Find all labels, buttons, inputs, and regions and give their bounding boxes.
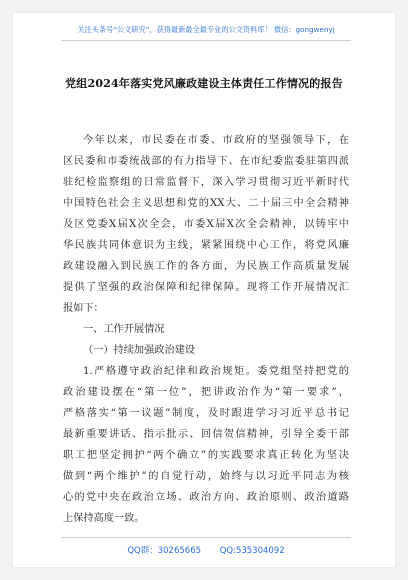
body-line: 报如下：: [63, 303, 104, 314]
body-line: 最新重要讲话、指示批示、回信贺信精神，引导全委干部: [63, 429, 349, 440]
body-line: 华民族共同体意识为主线，紧紧围绕中心工作，将党风廉: [63, 240, 349, 251]
qq-contact-label: QQ:535304092: [219, 546, 285, 556]
body-line: 政建设融入到民族工作的各方面，为民族工作高质量发展: [63, 261, 349, 272]
section-heading: 一、工作开展情况: [83, 324, 165, 335]
body-line: 严格落实“第一议题”制度，及时跟进学习习近平总书记: [63, 408, 349, 419]
body-line: 上保持高度一致。: [63, 513, 145, 524]
body-line: 中国特色社会主义思想和党的XX大、二十届三中全会精神: [63, 198, 349, 209]
body-line: 今年以来，市民委在市委、市政府的坚强领导下，在: [83, 135, 349, 146]
body-line: 及区党委X届X次全会，市委X届X次全会精神，以铸牢中: [63, 219, 349, 230]
document-page: [13, 13, 395, 567]
body-line: 驻纪检监察组的日常监督下，深入学习贯彻习近平新时代: [63, 177, 349, 188]
body-line: 心的党中央在政治立场、政治方向、政治原则、政治道路: [63, 492, 349, 503]
body-line: 区民委和市委统战部的有力指导下、在市纪委监委驻第四派: [63, 156, 349, 167]
body-line: 做到“两个维护”的自觉行动，始终与以习近平同志为核: [63, 471, 349, 482]
promo-footer: [61, 537, 351, 556]
document-title: 党组2024年落实党风廉政建设主体责任工作情况的报告: [65, 77, 343, 90]
qq-group-label: QQ群：30265665: [127, 546, 202, 556]
document-body: [63, 130, 349, 529]
body-line: 职工把坚定拥护“两个确立”的实践要求真正转化为坚决: [63, 450, 349, 461]
promo-header: 关注头条号“公文研究”，获得最新最全最专业的公文资料库！ 微信：gongwenyj: [61, 25, 351, 41]
body-line: 1.严格遵守政治纪律和政治规矩。委党组坚持把党的: [83, 366, 349, 377]
body-line: 提供了坚强的政治保障和纪律保障。现将工作开展情况汇: [63, 282, 349, 293]
section-heading: （一）持续加强政治建设: [83, 345, 196, 356]
body-line: 政治建设摆在“第一位”，把讲政治作为“第一要求”，: [63, 387, 349, 398]
